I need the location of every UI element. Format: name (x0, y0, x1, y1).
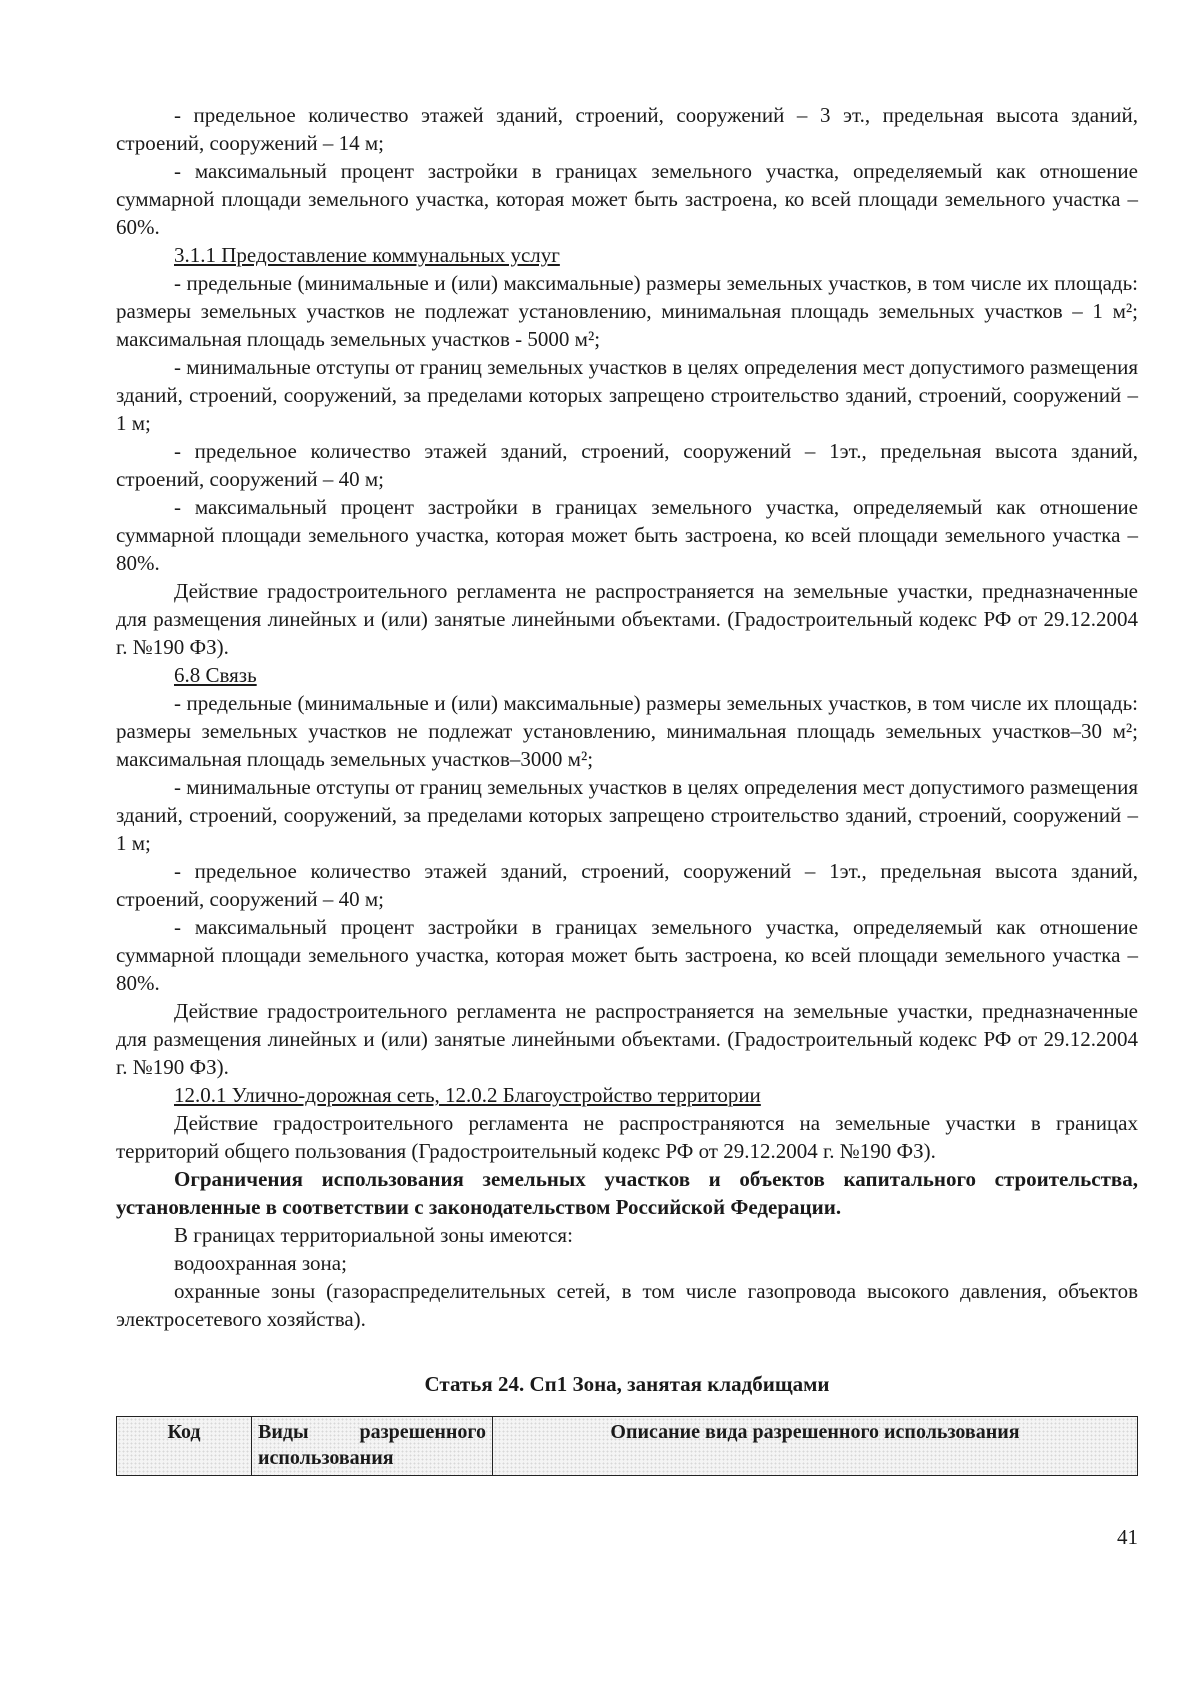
restrictions-intro: В границах территориальной зоны имеются: (174, 1223, 573, 1247)
paragraph-coverage-60: - максимальный процент застройки в границах земельного участка, определяемый как отношение суммарной площади земельного участка, которая может быть застроена, ко всей площади земельного участка – 60%. (116, 159, 1138, 239)
page-number: 41 (1117, 1525, 1138, 1549)
paragraph-regulation-3-1-1: Действие градостроительного регламента не распространяется на земельные участки, предназначенные для размещения линейных и (или) занятые линейными объектами. (Градостроительный кодекс РФ от 29.12.2004 г. №190 ФЗ). (116, 579, 1138, 659)
table-header-description: Описание вида разрешенного использования (493, 1417, 1138, 1476)
article-title: Статья 24. Сп1 Зона, занятая кладбищами (424, 1372, 830, 1396)
restrictions-item-protection: охранные зоны (газораспределительных сетей, в том числе газопровода высокого давления, объектов электросетевого хозяйства). (116, 1279, 1138, 1331)
paragraph-coverage-3-1-1: - максимальный процент застройки в границах земельного участка, определяемый как отношение суммарной площади земельного участка, которая может быть застроена, ко всей площади земельного участка – 80%. (116, 495, 1138, 575)
section-heading-3-1-1: 3.1.1 Предоставление коммунальных услуг (174, 243, 560, 267)
paragraph-floors-3-1-1: - предельное количество этажей зданий, строений, сооружений – 1эт., предельная высота зданий, строений, сооружений – 40 м; (116, 439, 1138, 491)
table-header-kind: Виды разрешенного использования (252, 1417, 493, 1476)
paragraph-floors-3: - предельное количество этажей зданий, строений, сооружений – 3 эт., предельная высота зданий, строений, сооружений – 14 м; (116, 103, 1138, 155)
table-header-row (117, 1417, 1138, 1476)
restrictions-item-water: водоохранная зона; (174, 1251, 347, 1275)
paragraph-setbacks-3-1-1: - минимальные отступы от границ земельных участков в целях определения мест допустимого размещения зданий, строений, сооружений, за пределами которых запрещено строительство зданий, строений, сооружений – 1 м; (116, 355, 1138, 435)
paragraph-sizes-3-1-1: - предельные (минимальные и (или) максимальные) размеры земельных участков, в том числе их площадь: размеры земельных участков не подлежат установлению, минимальная площадь земельных участков – 1 м²; максимальная площадь земельных участков - 5000 м²; (116, 271, 1138, 351)
paragraph-sizes-6-8: - предельные (минимальные и (или) максимальные) размеры земельных участков, в том числе их площадь: размеры земельных участков не подлежат установлению, минимальная площадь земельных участков–30 м²; максимальная площадь земельных участков–3000 м²; (116, 691, 1138, 771)
paragraph-regulation-12: Действие градостроительного регламента не распространяются на земельные участки в границах территорий общего пользования (Градостроительный кодекс РФ от 29.12.2004 г. №190 ФЗ). (116, 1111, 1138, 1163)
section-heading-6-8: 6.8 Связь (174, 663, 257, 687)
section-heading-12: 12.0.1 Улично-дорожная сеть, 12.0.2 Благоустройство территории (174, 1083, 761, 1107)
paragraph-coverage-6-8: - максимальный процент застройки в границах земельного участка, определяемый как отношение суммарной площади земельного участка, которая может быть застроена, ко всей площади земельного участка – 80%. (116, 915, 1138, 995)
paragraph-floors-6-8: - предельное количество этажей зданий, строений, сооружений – 1эт., предельная высота зданий, строений, сооружений – 40 м; (116, 859, 1138, 911)
table-header-code: Код (117, 1417, 252, 1476)
paragraph-regulation-6-8: Действие градостроительного регламента не распространяется на земельные участки, предназначенные для размещения линейных и (или) занятые линейными объектами. (Градостроительный кодекс РФ от 29.12.2004 г. №190 ФЗ). (116, 999, 1138, 1079)
usage-table (116, 1416, 1138, 1476)
document-page (116, 101, 1138, 1476)
restrictions-title: Ограничения использования земельных участков и объектов капитального строительства, установленные в соответствии с законодательством Российской Федерации. (116, 1167, 1138, 1219)
paragraph-setbacks-6-8: - минимальные отступы от границ земельных участков в целях определения мест допустимого размещения зданий, строений, сооружений, за пределами которых запрещено строительство зданий, строений, сооружений – 1 м; (116, 775, 1138, 855)
